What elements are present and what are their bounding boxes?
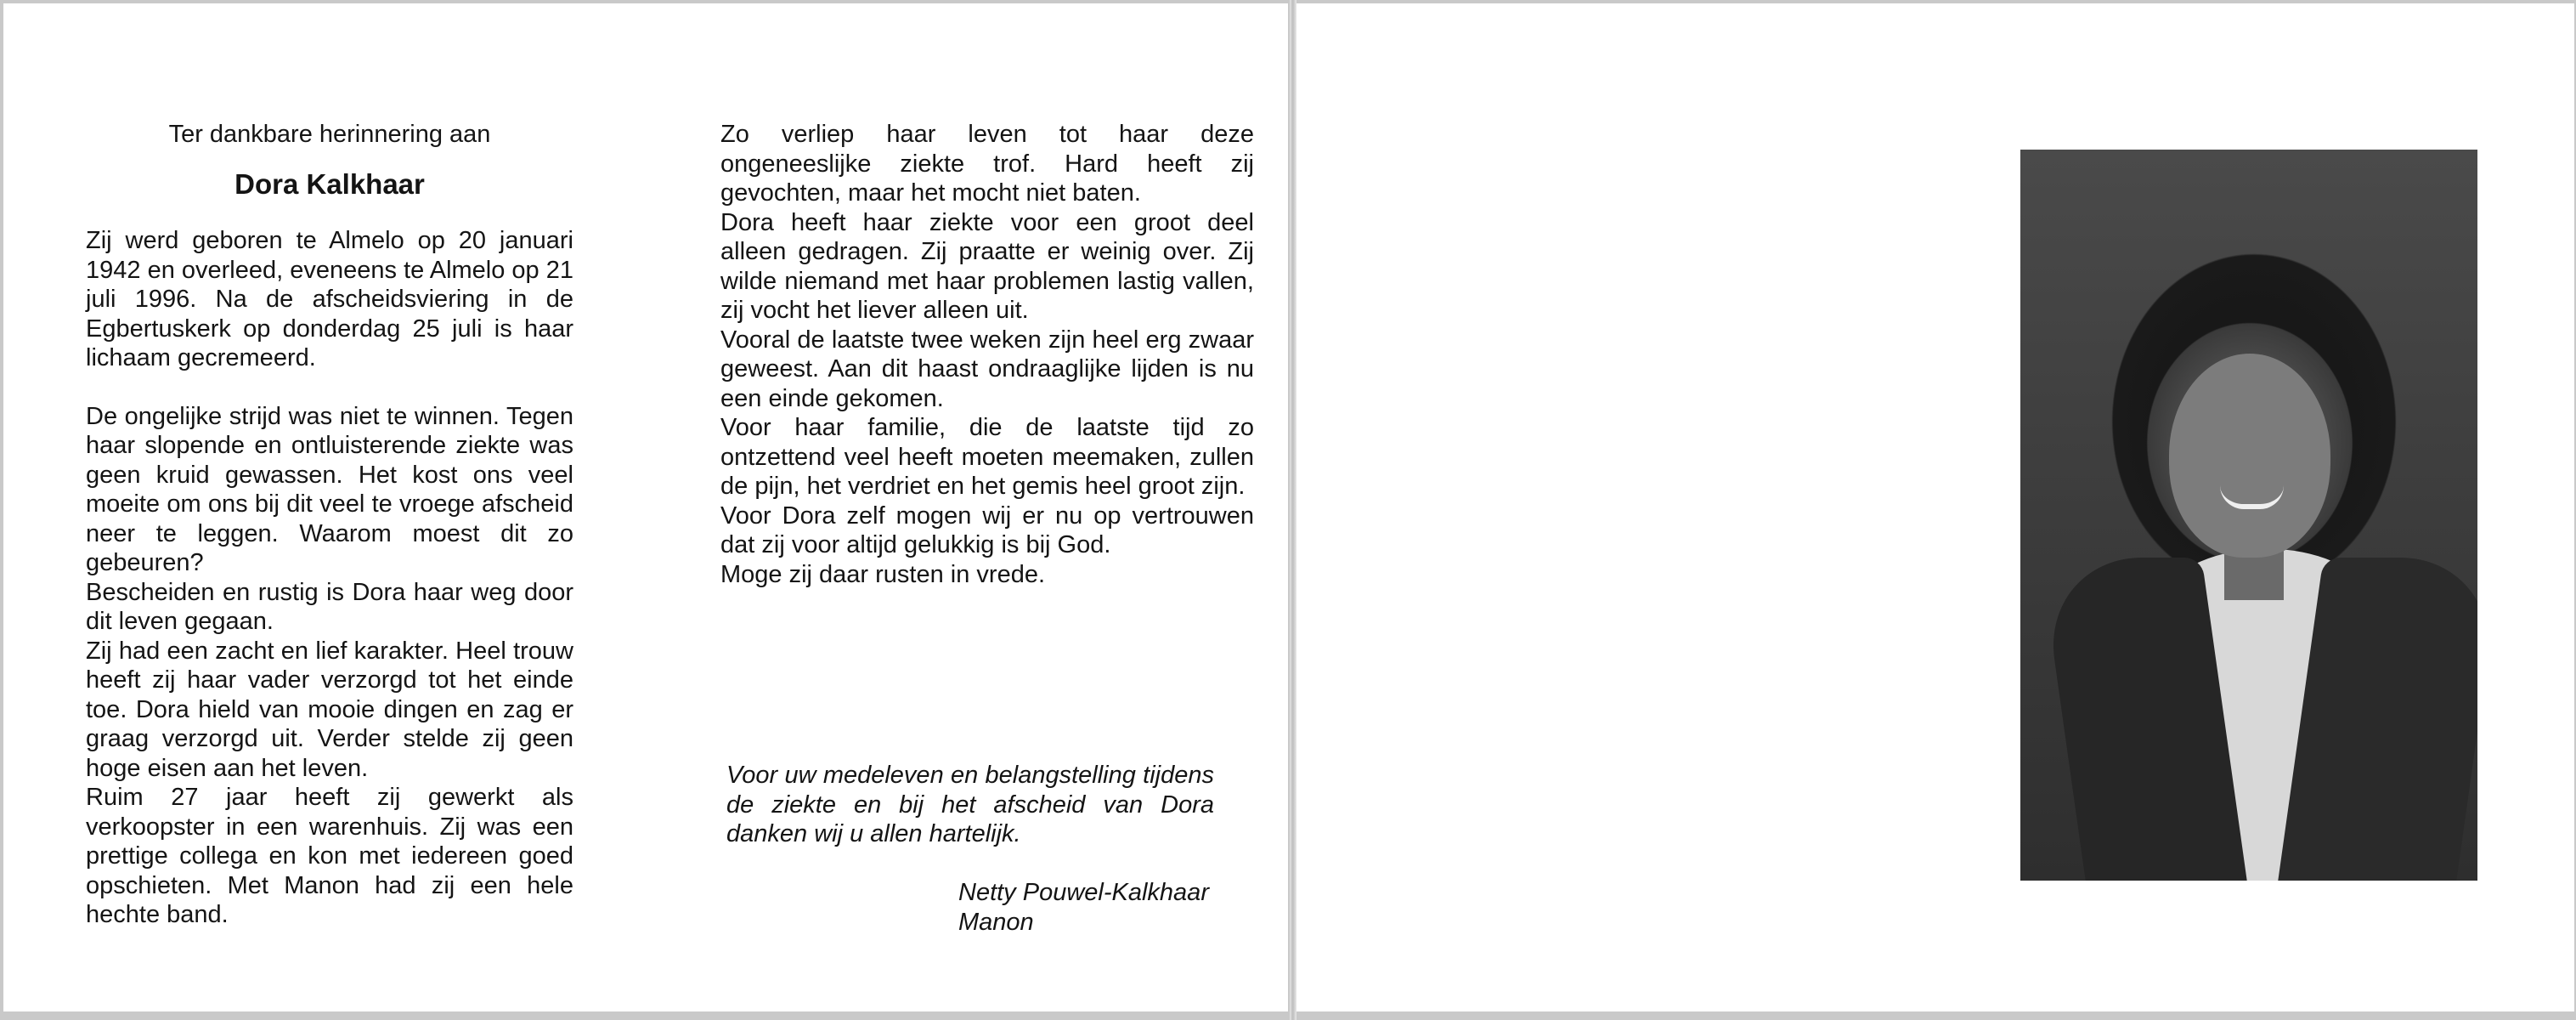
intro-line: Ter dankbare herinnering aan xyxy=(168,121,491,148)
card-fold xyxy=(1290,0,1296,1020)
memorial-card-inner-page xyxy=(3,3,1288,1012)
burden-paragraph: Dora heeft haar ziekte voor een groot deel alleen gedragen. Zij praatte er weinig over. Zij wilde niemand met haar problemen lastig vallen, zij vocht het liever alleen uit. xyxy=(720,208,1254,324)
struggle-paragraph: De ongelijke strijd was niet te winnen. Tegen haar slopende en ontluisterende ziekte was geen kruid gewassen. Het kost ons veel moeite om ons bij dit veel te vroege afscheid neer te leggen. Waarom moest dit zo gebeuren? xyxy=(86,402,573,576)
modest-paragraph: Bescheiden en rustig is Dora haar weg door dit leven gegaan. xyxy=(86,578,573,635)
character-paragraph: Zij had een zacht en lief karakter. Heel trouw heeft zij haar vader verzorgd tot het einde toe. Dora hield van mooie dingen en zag er graag verzorgd uit. Verder stelde zij geen hoge eisen aan het leven. xyxy=(86,637,573,782)
text-column-right xyxy=(720,120,1254,589)
text-column-left xyxy=(86,120,573,930)
acknowledgement-text: Voor uw medeleven en belangstelling tijdens de ziekte en bij het afscheid van Dora danken wij u allen hartelijk. xyxy=(726,762,1214,847)
work-paragraph: Ruim 27 jaar heeft zij gewerkt als verkoopster in een warenhuis. Zij was een prettige collega en kon met iedereen goed opschieten. Met Manon had zij een hele hechte band. xyxy=(86,784,573,928)
family-paragraph: Voor haar familie, die de laatste tijd zo ontzettend veel heeft moeten meemaken, zullen de pijn, het verdriet en het gemis heel groot zijn. xyxy=(720,414,1254,500)
signature-name-1: Netty Pouwel-Kalkhaar xyxy=(958,879,1209,906)
signature-name-2: Manon xyxy=(958,908,1034,936)
rest-in-peace-line: Moge zij daar rusten in vrede. xyxy=(720,560,1046,588)
deceased-name: Dora Kalkhaar xyxy=(234,167,425,200)
illness-paragraph: Zo verliep haar leven tot haar deze ongeneeslijke ziekte trof. Hard heeft zij gevochten, maar het mocht niet baten. xyxy=(720,121,1254,207)
faith-paragraph: Voor Dora zelf mogen wij er nu op vertrouwen dat zij voor altijd gelukkig is bij God. xyxy=(720,502,1254,558)
signature-block xyxy=(958,878,1209,937)
last-weeks-paragraph: Vooral de laatste twee weken zijn heel erg zwaar geweest. Aan dit haast ondraaglijke lijden is nu een einde gekomen. xyxy=(720,326,1254,412)
birth-death-paragraph: Zij werd geboren te Almelo op 20 januari 1942 en overleed, eveneens te Almelo op 21 juli 1996. Na de afscheidsviering in de Egbertuskerk op donderdag 25 juli is haar lichaam gecremeerd. xyxy=(86,227,573,371)
portrait-face xyxy=(2169,354,2330,558)
portrait-photo xyxy=(2020,150,2477,881)
